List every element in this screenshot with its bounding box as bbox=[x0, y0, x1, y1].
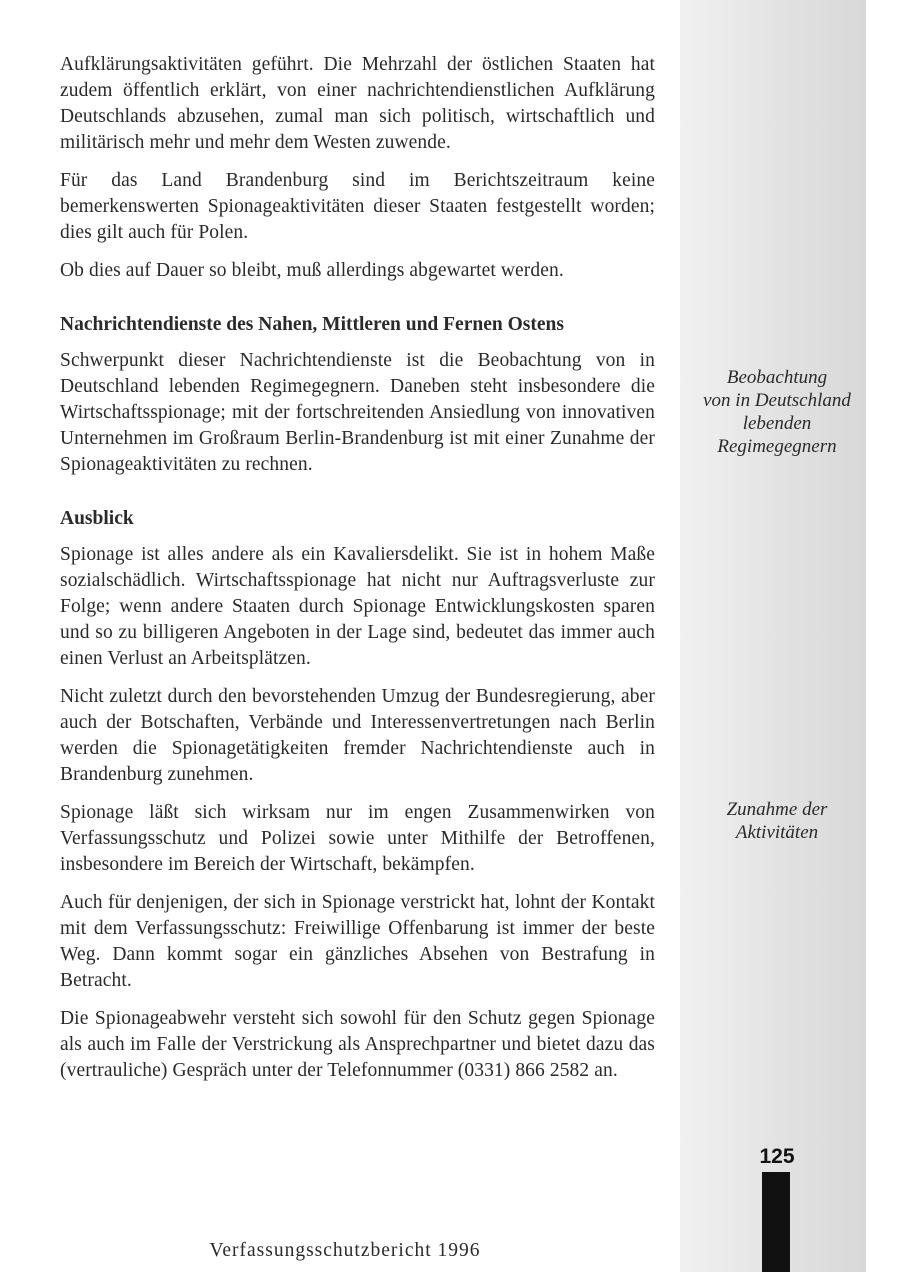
section-heading-ausblick: Ausblick bbox=[60, 508, 134, 529]
margin-note-line: Zunahme der bbox=[726, 799, 828, 820]
main-text-column bbox=[60, 52, 655, 1096]
margin-sidebar bbox=[680, 0, 866, 1272]
body-paragraph: Für das Land Brandenburg sind im Berichtszeitraum keine bemerkenswerten Spionageaktivitäten dieser Staaten festgestellt worden; dies gilt auch für Polen. bbox=[60, 170, 655, 243]
body-paragraph: Nicht zuletzt durch den bevorstehenden Umzug der Bundesregierung, aber auch der Botschaften, Verbände und Interessenvertretungen nach Berlin werden die Spionagetätigkeiten fremder Nachrichtendienste auch in Brandenburg zunehmen. bbox=[60, 686, 655, 785]
body-paragraph: Auch für denjenigen, der sich in Spionage verstrickt hat, lohnt der Kontakt mit dem Verfassungsschutz: Freiwillige Offenbarung ist immer der beste Weg. Dann kommt sogar ein gänzliches Absehen von Bestrafung in Betracht. bbox=[60, 892, 655, 991]
margin-note-line: Beobachtung bbox=[726, 367, 828, 388]
margin-note-line: lebenden bbox=[742, 413, 812, 434]
page-footer: Verfassungsschutzbericht 1996 bbox=[209, 1240, 481, 1261]
body-paragraph: Aufklärungsaktivitäten geführt. Die Mehrzahl der östlichen Staaten hat zudem öffentlich erklärt, von einer nachrichtendienstlichen Aufklärung Deutschlands abzusehen, zumal man sich politisch, wirtschaftlich und militärisch mehr und mehr dem Westen zuwende. bbox=[60, 54, 655, 153]
body-paragraph: Die Spionageabwehr versteht sich sowohl für den Schutz gegen Spionage als auch im Falle der Verstrickung als Ansprechpartner und bietet dazu das (vertrauliche) Gespräch unter der Telefonnummer (0331) 866 2582 an. bbox=[60, 1008, 655, 1081]
page-thumb-bar bbox=[762, 1172, 790, 1272]
margin-note-line: von in Deutschland bbox=[703, 390, 851, 411]
body-paragraph: Ob dies auf Dauer so bleibt, muß allerdings abgewartet werden. bbox=[60, 260, 564, 281]
margin-note-beobachtung bbox=[688, 366, 866, 458]
section-heading-nahost: Nachrichtendienste des Nahen, Mittleren und Fernen Ostens bbox=[60, 314, 564, 335]
margin-note-zunahme bbox=[688, 798, 866, 844]
body-paragraph: Schwerpunkt dieser Nachrichtendienste ist die Beobachtung von in Deutschland lebenden Regimegegnern. Daneben steht insbesondere die Wirtschaftsspionage; mit der fortschreitenden Ansiedlung von innovativen Unternehmen im Großraum Berlin-Brandenburg ist mit einer Zunahme der Spionageaktivitäten zu rechnen. bbox=[60, 350, 655, 475]
margin-note-line: Aktivitäten bbox=[735, 822, 819, 843]
body-paragraph: Spionage läßt sich wirksam nur im engen Zusammenwirken von Verfassungsschutz und Polizei sowie unter Mithilfe der Betroffenen, insbesondere im Bereich der Wirtschaft, bekämpfen. bbox=[60, 802, 655, 875]
page-number: 125 bbox=[759, 1145, 795, 1168]
page-edge bbox=[866, 0, 900, 1272]
body-paragraph: Spionage ist alles andere als ein Kavaliersdelikt. Sie ist in hohem Maße sozialschädlich. Wirtschaftsspionage hat nicht nur Auftragsverluste zur Folge; wenn andere Staaten durch Spionage Entwicklungskosten sparen und so zu billigeren Angeboten in der Lage sind, bedeutet das immer auch einen Verlust an Arbeitsplätzen. bbox=[60, 544, 655, 669]
margin-note-line: Regimegegnern bbox=[717, 436, 837, 457]
